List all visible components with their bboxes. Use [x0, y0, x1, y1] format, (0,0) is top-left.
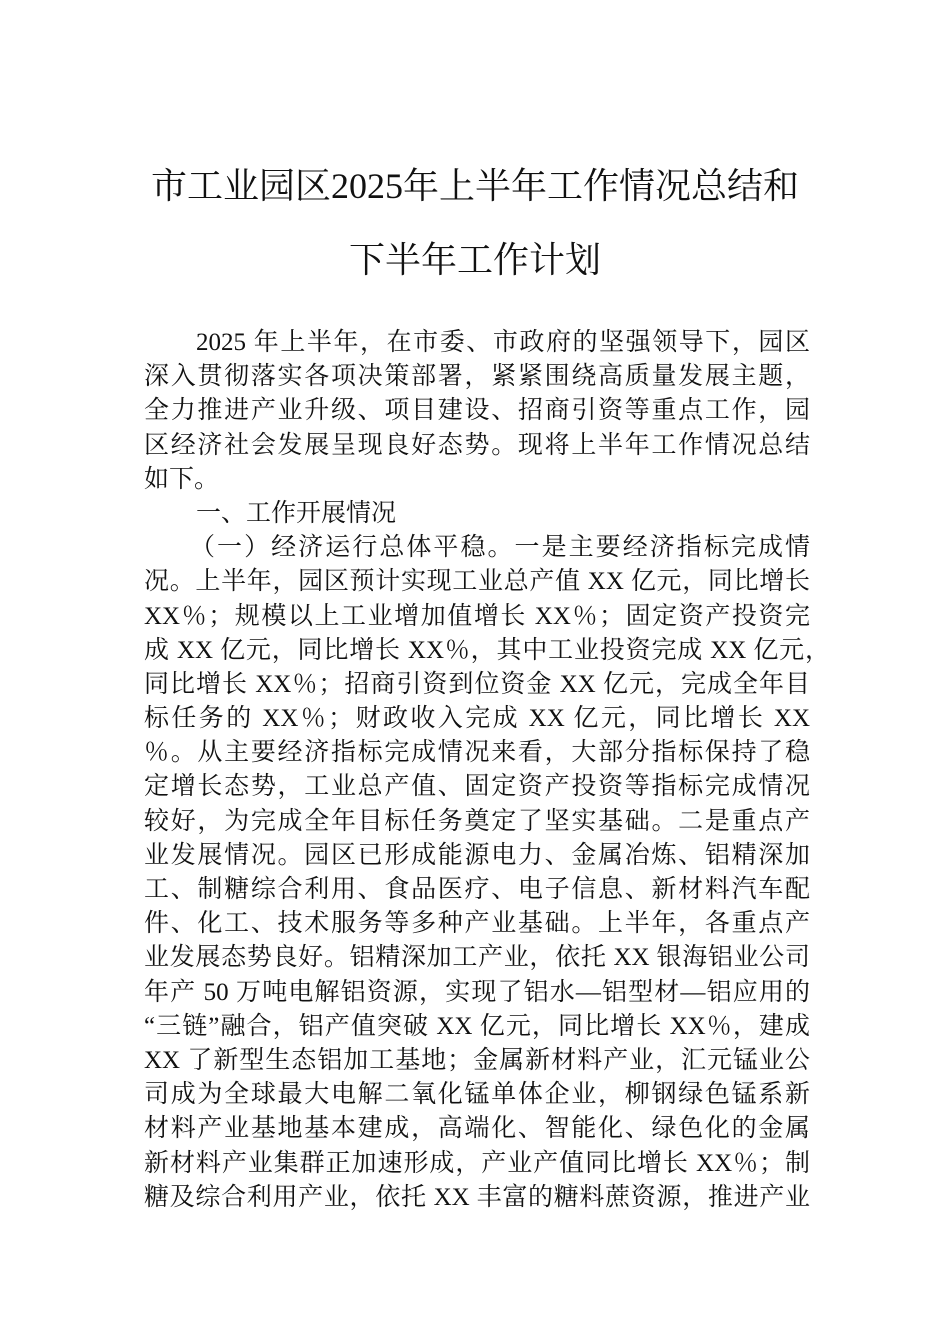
paragraph-line: 件、化工、技术服务等多种产业基础。上半年，各重点产 [144, 910, 810, 938]
document-title-line-2: 下半年工作计划 [348, 240, 601, 280]
paragraph-line: 区经济社会发展呈现良好态势。现将上半年工作情况总结 [144, 431, 810, 459]
paragraph-line: 材料产业基地基本建成，高端化、智能化、绿色化的金属 [144, 1115, 810, 1143]
paragraph-line: 2025 年上半年，在市委、市政府的坚强领导下，园区 [196, 329, 810, 356]
paragraph-line: 较好，为完成全年目标任务奠定了坚实基础。二是重点产 [144, 807, 810, 835]
paragraph-line: 业发展情况。园区已形成能源电力、金属冶炼、铝精深加 [144, 841, 810, 869]
subsection-paragraph [144, 531, 830, 1215]
paragraph-line: 业发展态势良好。铝精深加工产业，依托 XX 银海铝业公司 [144, 944, 810, 972]
paragraph-line: 深入贯彻落实各项决策部署，紧紧围绕高质量发展主题， [144, 363, 810, 391]
paragraph-line: 司成为全球最大电解二氧化锰单体企业，柳钢绿色锰系新 [144, 1081, 810, 1109]
document-title-line-1: 市工业园区2025年上半年工作情况总结和 [150, 166, 799, 206]
paragraph-line: XX 了新型生态铝加工基地；金属新材料产业，汇元锰业公 [144, 1046, 810, 1074]
paragraph-line: 年产 50 万吨电解铝资源，实现了铝水—铝型材—铝应用的 [144, 978, 810, 1006]
paragraph-line: 新材料产业集群正加速形成，产业产值同比增长 XX％；制 [144, 1149, 810, 1177]
section-heading: 一、工作开展情况 [196, 499, 397, 527]
paragraph-line: 糖及综合利用产业，依托 XX 丰富的糖料蔗资源，推进产业 [144, 1183, 810, 1211]
paragraph-line: 定增长态势，工业总产值、固定资产投资等指标完成情况 [144, 773, 810, 801]
paragraph-line: 况。上半年，园区预计实现工业总产值 XX 亿元，同比增长 [144, 568, 810, 596]
paragraph-line: 如下。 [144, 465, 220, 493]
paragraph-line: 成 XX 亿元，同比增长 XX％，其中工业投资完成 XX 亿元， [144, 636, 830, 664]
document-body [144, 326, 830, 1215]
paragraph-line: ％。从主要经济指标完成情况来看，大部分指标保持了稳 [144, 739, 810, 767]
paragraph-line: 同比增长 XX％；招商引资到位资金 XX 亿元，完成全年目 [144, 670, 810, 698]
paragraph-line: “三链”融合，铝产值突破 XX 亿元，同比增长 XX％，建成 [144, 1012, 810, 1040]
paragraph-line: XX％；规模以上工业增加值增长 XX％；固定资产投资完 [144, 602, 810, 630]
paragraph-line: （一）经济运行总体平稳。一是主要经济指标完成情 [190, 534, 810, 562]
intro-paragraph [144, 326, 810, 497]
paragraph-line: 工、制糖综合利用、食品医疗、电子信息、新材料汽车配 [144, 876, 810, 903]
paragraph-line: 标任务的 XX％；财政收入完成 XX 亿元，同比增长 XX [144, 705, 810, 733]
paragraph-line: 全力推进产业升级、项目建设、招商引资等重点工作，园 [144, 397, 810, 425]
